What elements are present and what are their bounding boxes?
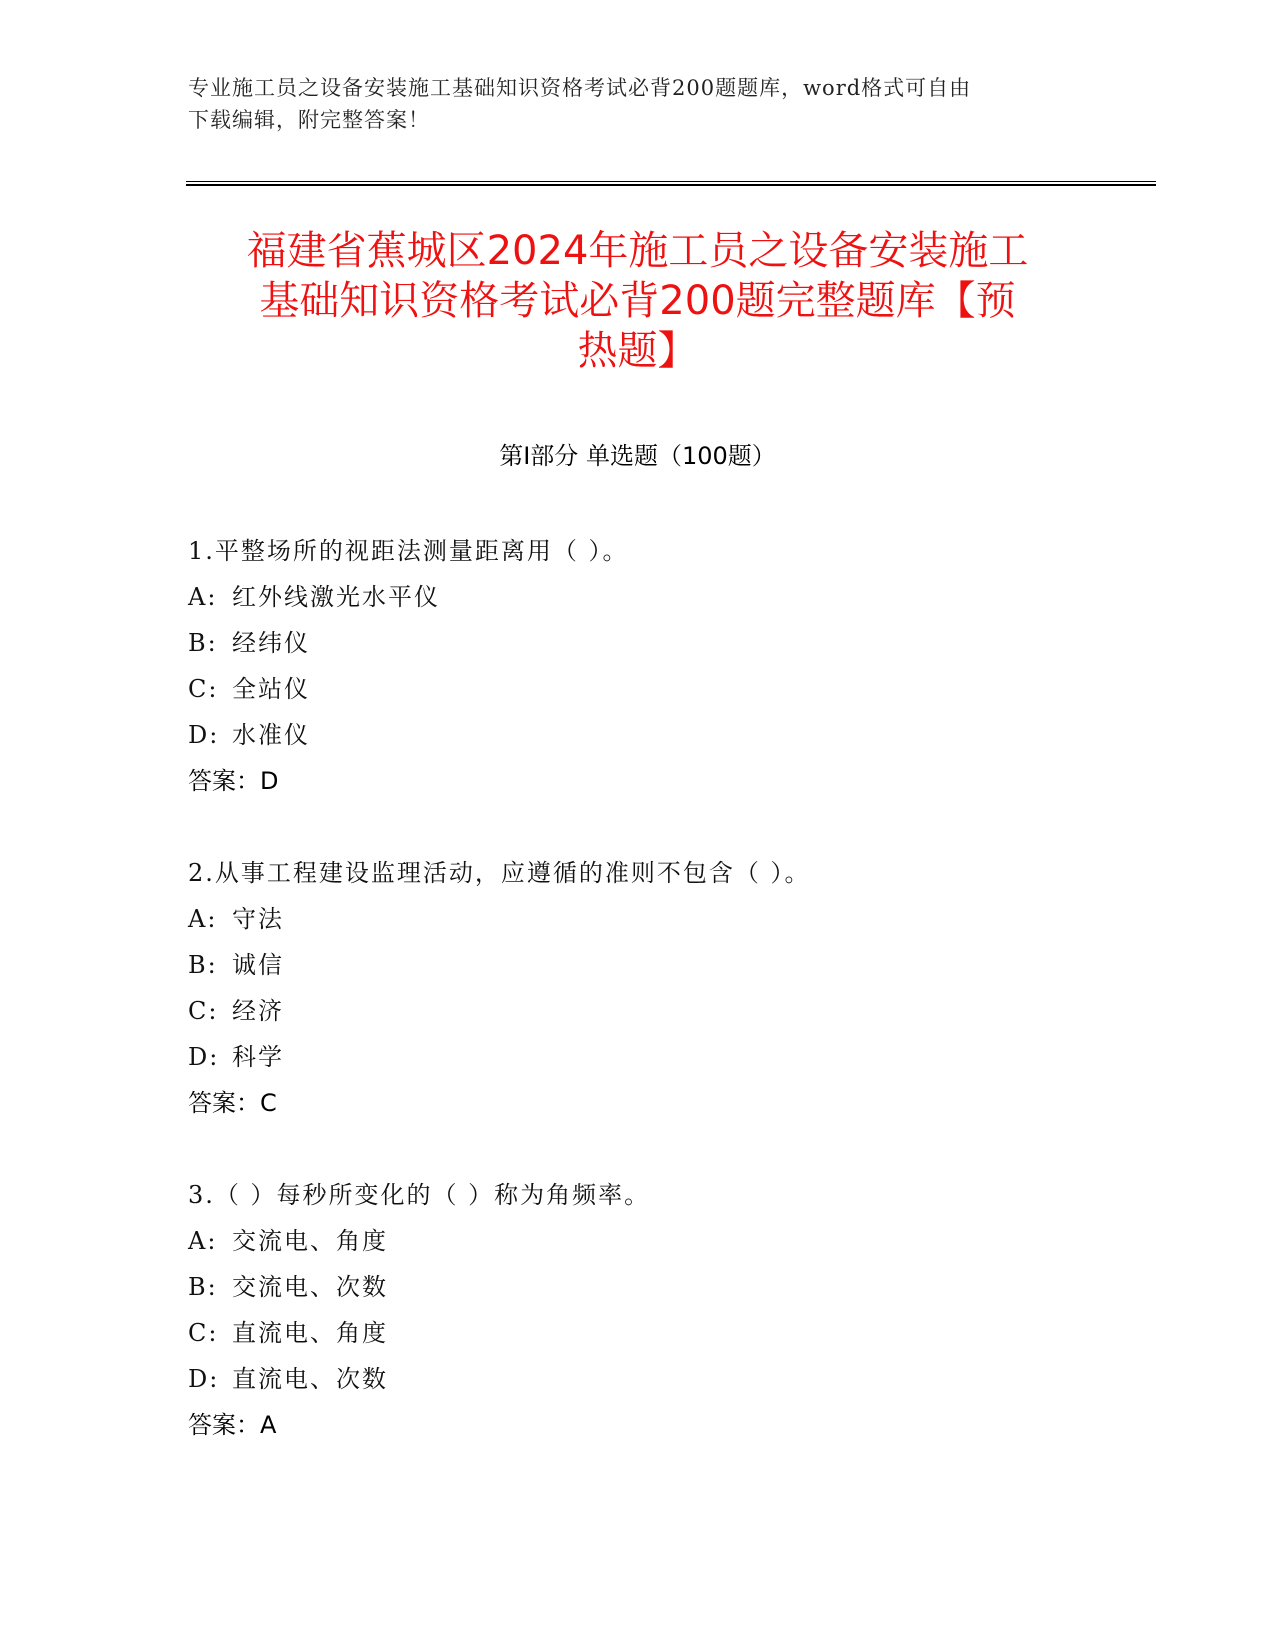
option-text: 守法 <box>232 905 284 933</box>
option-text: 交流电、角度 <box>232 1227 388 1255</box>
option-key: D: <box>188 1043 220 1071</box>
option-c <box>188 666 1088 712</box>
title-line-3: 热题】 <box>577 328 698 374</box>
answer: 答案：A <box>188 1411 277 1439</box>
header-divider-thick <box>186 184 1156 186</box>
option-b <box>188 1264 1088 1310</box>
intro-line-2: 下载编辑，附完整答案！ <box>188 108 430 132</box>
option-d <box>188 1034 1088 1080</box>
option-c <box>188 1310 1088 1356</box>
option-text: 全站仪 <box>232 675 310 703</box>
option-a <box>188 896 1088 942</box>
option-text: 诚信 <box>232 951 284 979</box>
option-b <box>188 620 1088 666</box>
document-title <box>160 226 1115 376</box>
option-key: C: <box>188 1319 219 1347</box>
option-text: 经济 <box>232 997 284 1025</box>
option-text: 直流电、角度 <box>232 1319 388 1347</box>
option-key: A: <box>188 905 218 933</box>
document-intro <box>188 72 1088 136</box>
option-key: A: <box>188 1227 218 1255</box>
section-heading: 第I部分 单选题（100题） <box>499 442 776 470</box>
option-c <box>188 988 1088 1034</box>
question-stem: 1.平整场所的视距法测量距离用（ ）。 <box>188 537 629 565</box>
intro-line-1: 专业施工员之设备安装施工基础知识资格考试必背200题题库，word格式可自由 <box>188 76 972 100</box>
option-key: A: <box>188 583 218 611</box>
option-b <box>188 942 1088 988</box>
option-key: C: <box>188 997 219 1025</box>
answer: 答案：C <box>188 1089 277 1117</box>
option-text: 经纬仪 <box>232 629 310 657</box>
option-a <box>188 1218 1088 1264</box>
header-divider-thin <box>186 181 1156 182</box>
option-a <box>188 574 1088 620</box>
question-stem: 2.从事工程建设监理活动，应遵循的准则不包含（ ）。 <box>188 859 811 887</box>
title-line-1: 福建省蕉城区2024年施工员之设备安装施工 <box>246 228 1029 274</box>
option-d <box>188 1356 1088 1402</box>
option-key: B: <box>188 951 218 979</box>
question-2 <box>188 850 1088 1126</box>
option-key: C: <box>188 675 219 703</box>
question-1 <box>188 528 1088 804</box>
option-d <box>188 712 1088 758</box>
option-key: D: <box>188 721 220 749</box>
option-key: D: <box>188 1365 220 1393</box>
option-text: 交流电、次数 <box>232 1273 388 1301</box>
option-key: B: <box>188 629 218 657</box>
option-key: B: <box>188 1273 218 1301</box>
question-stem: 3.（ ）每秒所变化的（ ）称为角频率。 <box>188 1181 651 1209</box>
title-line-2: 基础知识资格考试必背200题完整题库【预 <box>259 278 1016 324</box>
option-text: 红外线激光水平仪 <box>232 583 440 611</box>
answer: 答案：D <box>188 767 279 795</box>
option-text: 直流电、次数 <box>232 1365 388 1393</box>
question-3 <box>188 1172 1088 1448</box>
option-text: 水准仪 <box>232 721 310 749</box>
option-text: 科学 <box>232 1043 284 1071</box>
